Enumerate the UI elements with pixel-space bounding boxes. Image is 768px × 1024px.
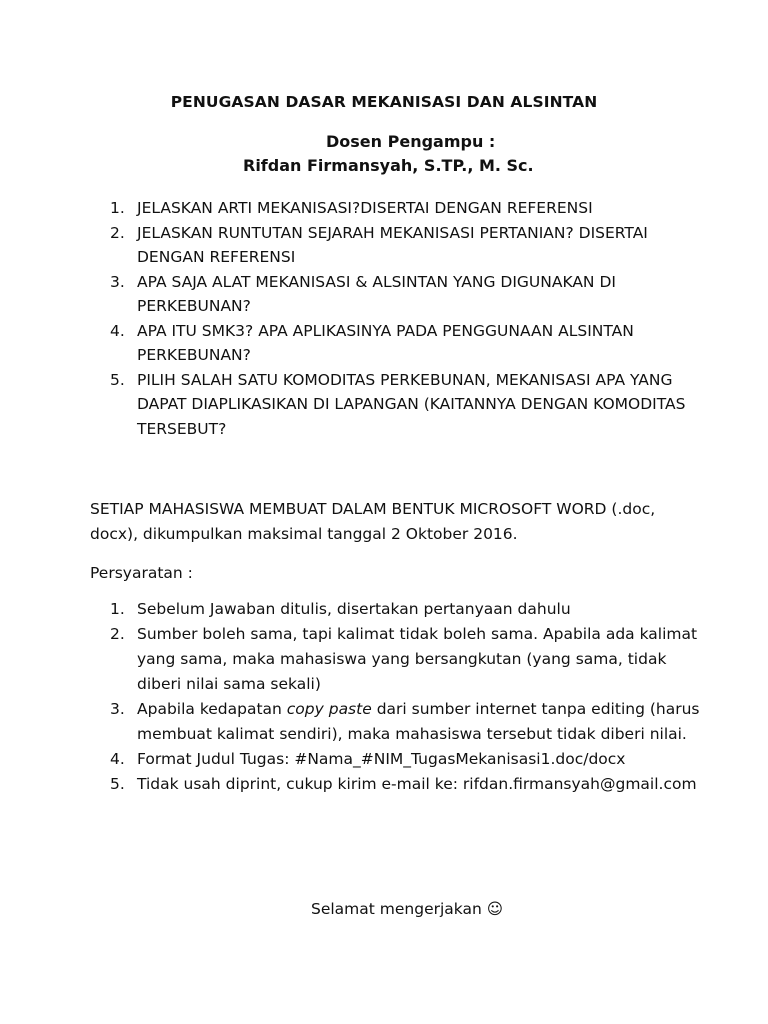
requirement-number: 2. (110, 625, 125, 643)
question-text: JELASKAN RUNTUTAN SEJARAH MEKANISASI PERTANIAN? DISERTAI DENGAN REFERENSI (137, 223, 648, 266)
question-number: 4. (110, 321, 125, 340)
requirement-item (110, 597, 700, 622)
question-text: APA SAJA ALAT MEKANISASI & ALSINTAN YANG DIGUNAKAN DI PERKEBUNAN? (137, 272, 616, 315)
requirement-item (110, 697, 700, 747)
lecturer-label: Dosen Pengampu : (326, 132, 496, 151)
question-number: 2. (110, 223, 125, 242)
question-item (110, 221, 710, 270)
question-item (110, 368, 710, 442)
document-title: PENUGASAN DASAR MEKANISASI DAN ALSINTAN (170, 93, 598, 111)
requirement-text: Sumber boleh sama, tapi kalimat tidak boleh sama. Apabila ada kalimat yang sama, maka mahasiswa yang bersangkutan (yang sama, tidak diberi nilai sama sekali) (137, 625, 698, 693)
requirement-number: 4. (110, 750, 125, 768)
requirement-text-before: Apabila kedapatan (137, 700, 287, 718)
requirements-list (110, 597, 700, 797)
requirement-item (110, 772, 700, 797)
instruction-paragraph: SETIAP MAHASISWA MEMBUAT DALAM BENTUK MICROSOFT WORD (.doc, docx), dikumpulkan maksimal tanggal 2 Oktober 2016. (90, 500, 656, 543)
question-number: 1. (110, 199, 125, 217)
requirement-item (110, 622, 700, 697)
requirement-italic-text: copy paste (286, 700, 372, 718)
requirement-number: 1. (110, 600, 125, 618)
question-item (110, 270, 710, 319)
question-text: APA ITU SMK3? APA APLIKASINYA PADA PENGGUNAAN ALSINTAN PERKEBUNAN? (137, 321, 634, 364)
requirements-heading: Persyaratan : (90, 564, 193, 582)
question-text: JELASKAN ARTI MEKANISASI?DISERTAI DENGAN REFERENSI (137, 199, 593, 217)
requirement-text: Format Judul Tugas: #Nama_#NIM_TugasMekanisasi1.doc/docx (137, 750, 626, 768)
question-item (110, 196, 710, 221)
closing-text: Selamat mengerjakan ☺ (311, 900, 503, 918)
question-text: PILIH SALAH SATU KOMODITAS PERKEBUNAN, MEKANISASI APA YANG DAPAT DIAPLIKASIKAN DI LAPANGAN (KAITANNYA DENGAN KOMODITAS TERSEBUT? (137, 370, 686, 438)
question-list (110, 196, 710, 441)
requirement-item (110, 747, 700, 772)
question-item (110, 319, 710, 368)
requirement-number: 5. (110, 775, 125, 793)
question-number: 3. (110, 272, 125, 291)
requirement-text-after: dari sumber internet tanpa editing (harus membuat kalimat sendiri), maka mahasiswa tersebut tidak diberi nilai. (137, 700, 700, 743)
requirement-text: Tidak usah diprint, cukup kirim e-mail ke: rifdan.firmansyah@gmail.com (137, 775, 697, 793)
requirement-text: Sebelum Jawaban ditulis, disertakan pertanyaan dahulu (137, 600, 571, 618)
lecturer-name: Rifdan Firmansyah, S.TP., M. Sc. (243, 156, 534, 175)
requirement-number: 3. (110, 700, 125, 718)
question-number: 5. (110, 370, 125, 389)
